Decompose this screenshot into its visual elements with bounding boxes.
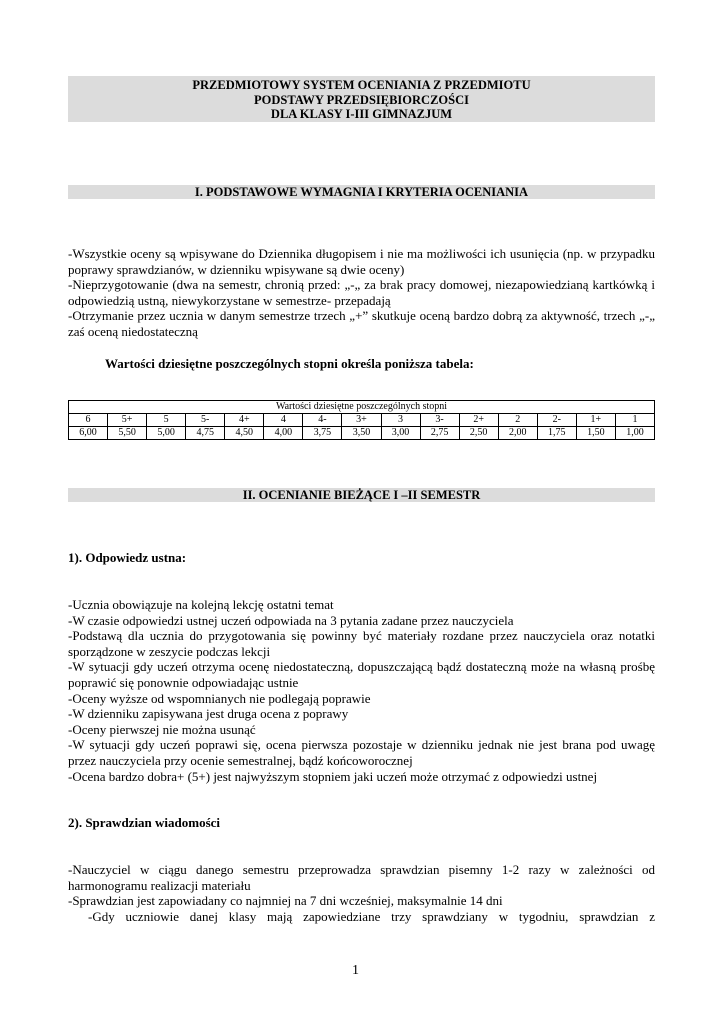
section-2-heading: II. OCENIANIE BIEŻĄCE I –II SEMESTR	[68, 488, 655, 502]
title-line-2: PODSTAWY PRZEDSIĘBIORCZOŚCI	[254, 92, 469, 107]
value-cell: 2,75	[420, 427, 459, 440]
list-item: -Ucznia obowiązuje na kolejną lekcję ostatni temat	[68, 597, 334, 612]
list-item: -Ocena bardzo dobra+ (5+) jest najwyższym stopniem jaki uczeń może otrzymać z odpowiedzi ustnej	[68, 768, 598, 784]
table-caption-row	[69, 401, 655, 414]
value-cell: 5,50	[108, 427, 147, 440]
grade-cell: 2+	[459, 414, 498, 427]
value-cell: 2,00	[498, 427, 537, 440]
grade-cell: 4-	[303, 414, 342, 427]
grade-cell: 3	[381, 414, 420, 427]
value-cell: 2,50	[459, 427, 498, 440]
list-item: -Podstawą dla ucznia do przygotowania się powinny być materiały rozdane przez nauczyciela oraz notatki sporządzone w zeszycie podczas lekcji	[68, 628, 655, 659]
grade-cell: 3-	[420, 414, 459, 427]
value-cell: 3,75	[303, 427, 342, 440]
grade-cell: 2-	[537, 414, 576, 427]
value-cell: 5,00	[147, 427, 186, 440]
grade-cell: 6	[69, 414, 108, 427]
value-cell: 1,75	[537, 427, 576, 440]
table-row-grades	[69, 414, 655, 427]
table-caption: Wartości dziesiętne poszczególnych stopni	[69, 401, 655, 414]
value-cell: 4,00	[264, 427, 303, 440]
value-cell: 1,00	[615, 427, 654, 440]
subsection-test-body	[68, 862, 655, 924]
title-line-3: DLA KLASY I-III GIMNAZJUM	[270, 107, 453, 121]
value-cell: 4,75	[186, 427, 225, 440]
list-item: -Oceny wyższe od wspomnianych nie podlegają poprawie	[68, 690, 371, 706]
list-item: -W sytuacji gdy uczeń otrzyma ocenę niedostateczną, dopuszczającą bądź dostateczną może na własną prośbę poprawić się ponownie odpowiadając ustnie	[68, 659, 655, 690]
list-item: -W czasie odpowiedzi ustnej uczeń odpowiada na 3 pytania zadane przez nauczyciela	[68, 612, 514, 628]
grade-values-table	[68, 400, 655, 440]
paragraph: -Otrzymanie przez ucznia w danym semestrze trzech „+” skutkuje oceną bardzo dobrą za aktywność, trzech „-„ zaś oceną niedostateczną	[68, 308, 655, 339]
value-cell: 6,00	[69, 427, 108, 440]
list-item: -Gdy uczniowie danej klasy mają zapowiedziane trzy sprawdziany w tygodniu, sprawdzian z	[88, 908, 655, 924]
subsection-oral-title: 1). Odpowiedz ustna:	[68, 550, 187, 565]
grade-cell: 5	[147, 414, 186, 427]
table-row-values	[69, 427, 655, 440]
subsection-test-title: 2). Sprawdzian wiadomości	[68, 815, 221, 830]
document-title	[68, 76, 655, 122]
title-line-1: PRZEDMIOTOWY SYSTEM OCENIANIA Z PRZEDMIOTU	[192, 78, 531, 92]
list-item: -Sprawdzian jest zapowiadany co najmniej na 7 dni wcześniej, maksymalnie 14 dni	[68, 893, 503, 909]
list-item: -Nauczyciel w ciągu danego semestru przeprowadza sprawdzian pisemny 1-2 razy w zależności od harmonogramu realizacji materiału	[68, 862, 655, 893]
list-item: -Oceny pierwszej nie można usunąć	[68, 721, 256, 737]
value-cell: 1,50	[576, 427, 615, 440]
grade-cell: 1	[615, 414, 654, 427]
grade-cell: 5-	[186, 414, 225, 427]
grade-cell: 1+	[576, 414, 615, 427]
list-item: -W dzienniku zapisywana jest druga ocena z poprawy	[68, 706, 349, 722]
grade-cell: 4	[264, 414, 303, 427]
section-1-heading: I. PODSTAWOWE WYMAGNIA I KRYTERIA OCENIANIA	[68, 185, 655, 199]
value-cell: 3,50	[342, 427, 381, 440]
grade-cell: 2	[498, 414, 537, 427]
grade-cell: 5+	[108, 414, 147, 427]
list-item: -W sytuacji gdy uczeń poprawi się, ocena pierwsza pozostaje w dzienniku jednak nie jest brana pod uwagę przez nauczyciela przy ocenie semestralnej, bądź końcoworocznej	[68, 737, 655, 768]
paragraph: -Wszystkie oceny są wpisywane do Dziennika długopisem i nie ma możliwości ich usunięcia (np. w przypadku poprawy sprawdzianów, w dzienniku wpisywane są dwie oceny)	[68, 246, 655, 277]
page-number: 1	[352, 963, 359, 978]
section-1-body	[68, 246, 655, 340]
table-intro: Wartości dziesiętne poszczególnych stopni określa poniższa tabela:	[105, 356, 474, 371]
grade-cell: 3+	[342, 414, 381, 427]
subsection-oral-body	[68, 597, 655, 784]
grade-cell: 4+	[225, 414, 264, 427]
paragraph: -Nieprzygotowanie (dwa na semestr, chronią przed: „-„ za brak pracy domowej, niezapowiedzianą kartkówką i odpowiedzią ustną, niewykorzystane w semestrze- przepadają	[68, 277, 655, 308]
value-cell: 3,00	[381, 427, 420, 440]
value-cell: 4,50	[225, 427, 264, 440]
